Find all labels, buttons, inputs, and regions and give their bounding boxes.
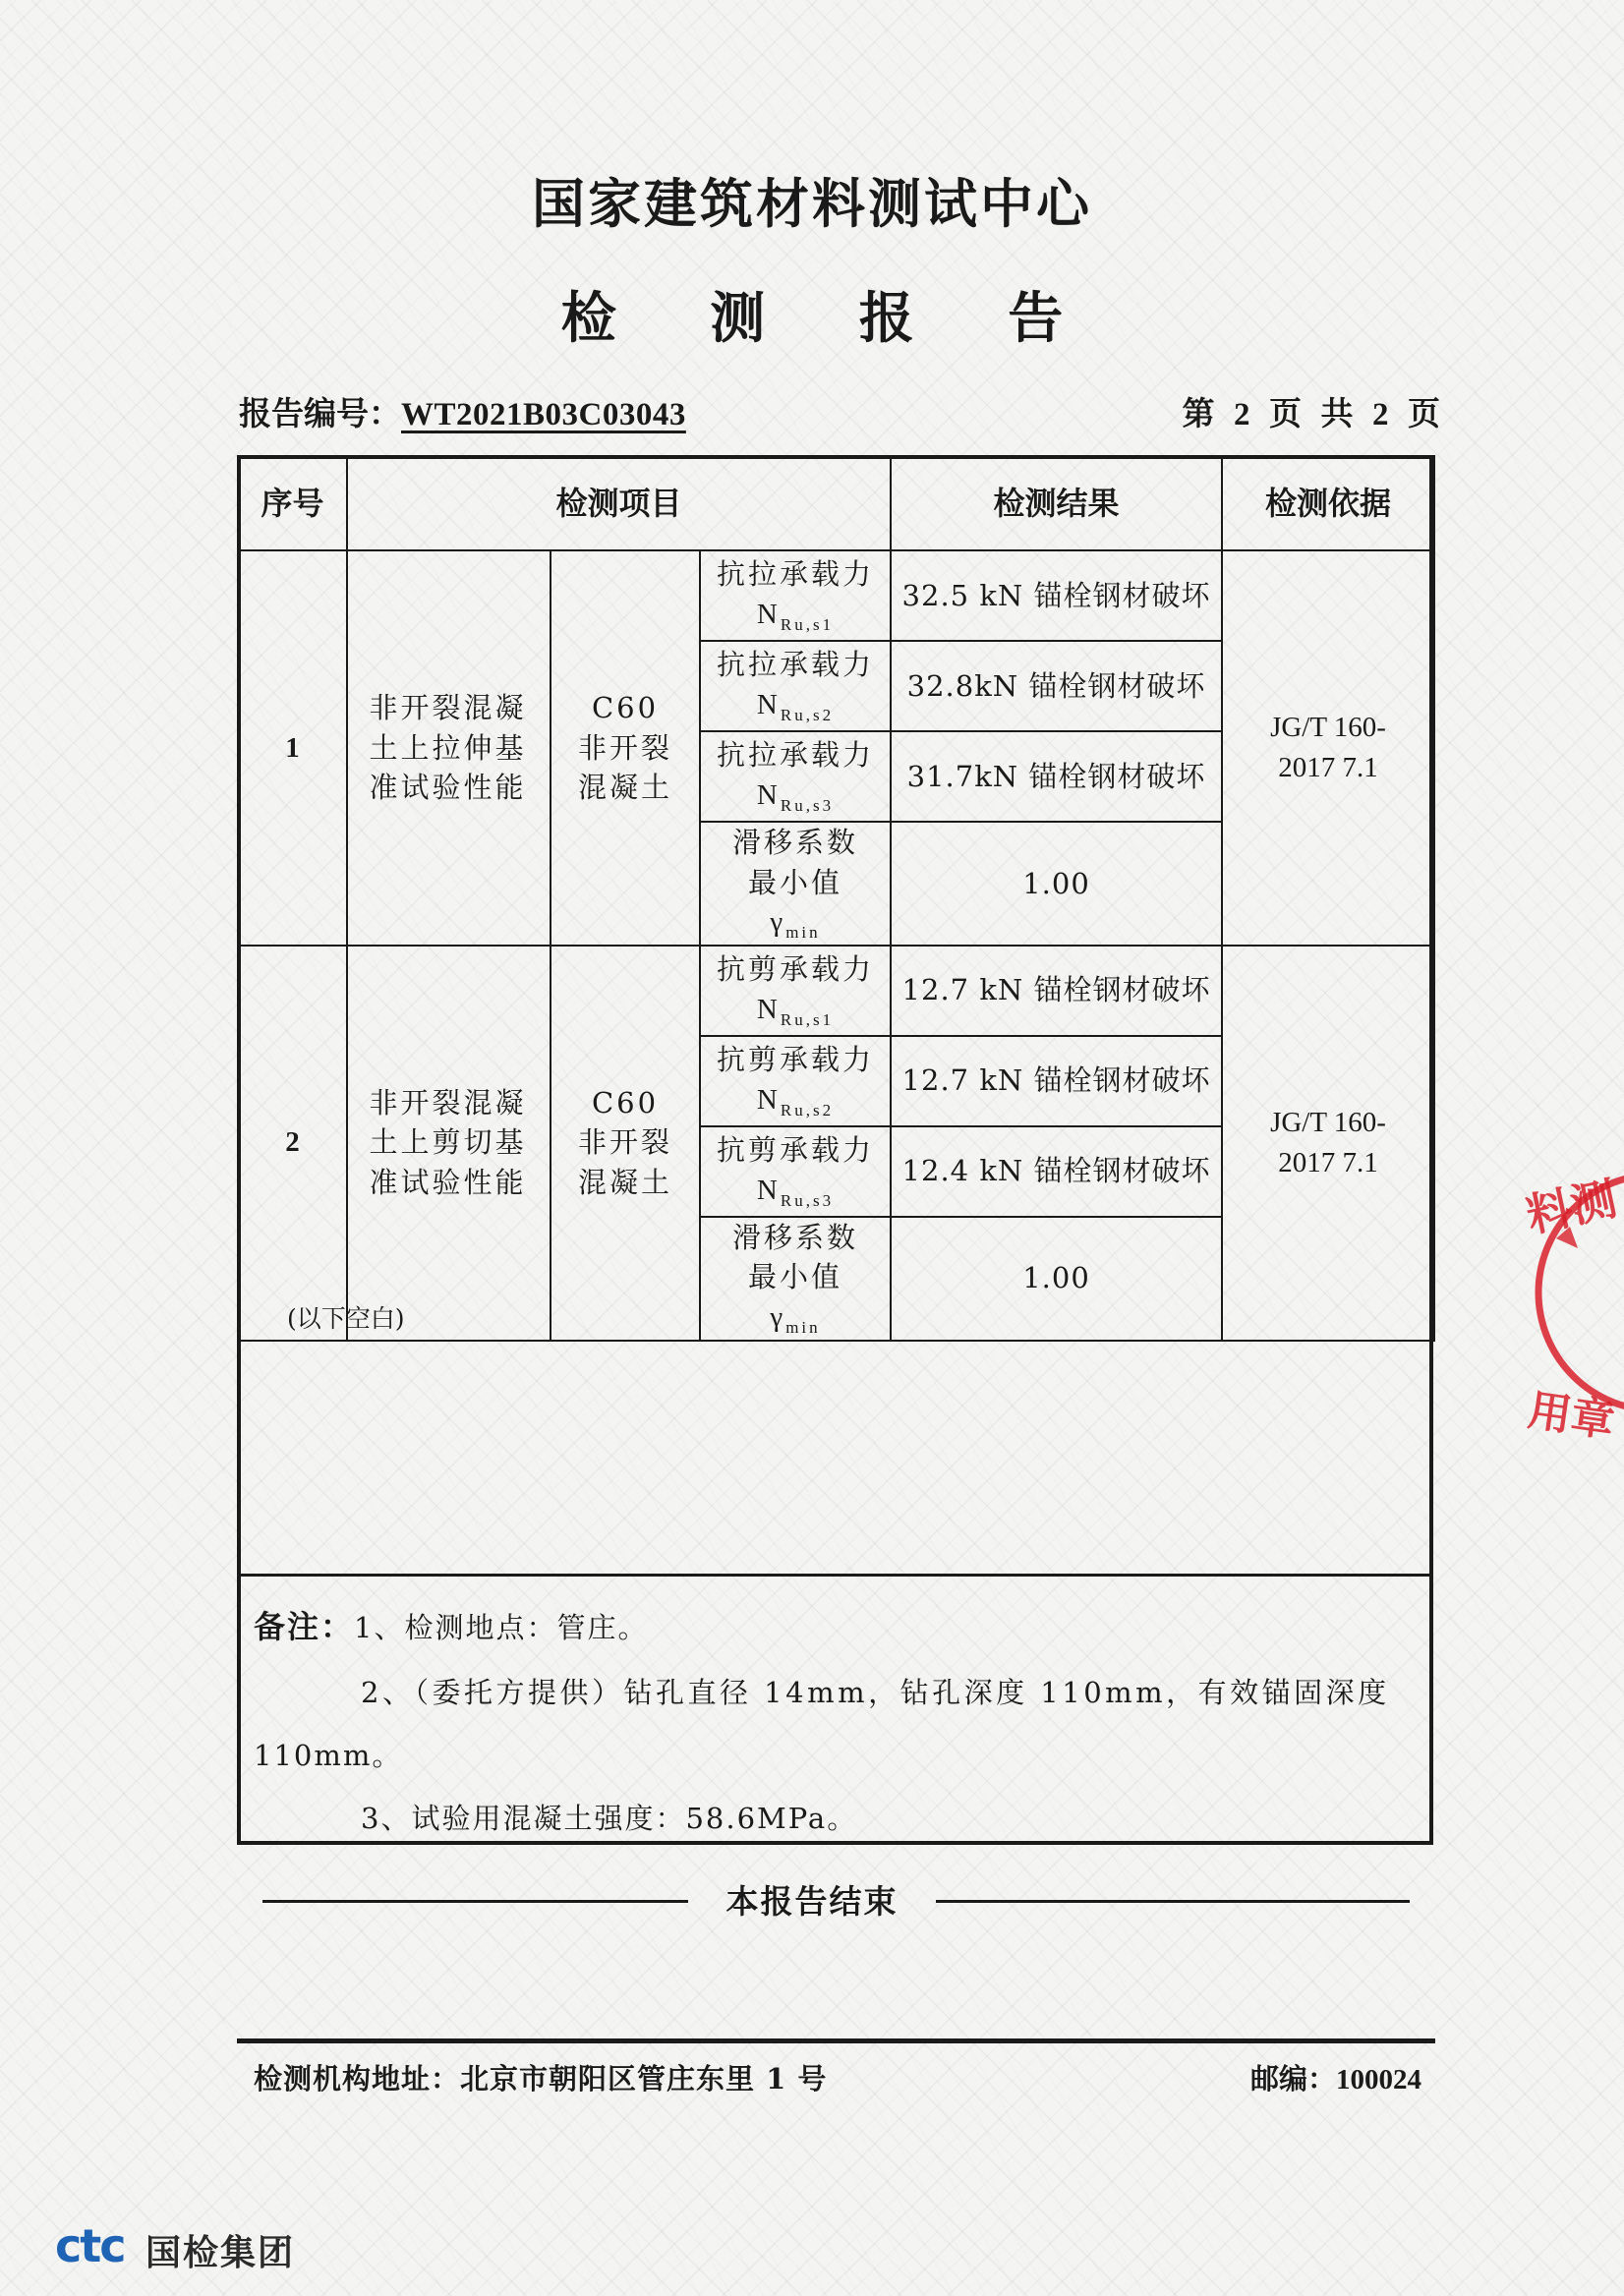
end-of-report: 本报告结束 bbox=[725, 1882, 899, 1921]
header-item: 检测项目 bbox=[347, 456, 891, 550]
blank-note: (以下空白) bbox=[287, 1304, 405, 1333]
test-result: 12.7 kN 锚栓钢材破坏 bbox=[891, 946, 1222, 1036]
table-row bbox=[238, 946, 1434, 1036]
header-result: 检测结果 bbox=[891, 456, 1222, 550]
company-logo-text: 国检集团 bbox=[145, 2233, 296, 2273]
test-result: 12.7 kN 锚栓钢材破坏 bbox=[891, 1036, 1222, 1126]
remarks-label: 备注： bbox=[254, 1608, 355, 1645]
remark-line-1: 备注：1、检测地点：管庄。 bbox=[254, 1608, 649, 1645]
test-item: 非开裂混凝土上剪切基准试验性能 bbox=[347, 946, 551, 1341]
report-number-value: WT2021B03C03043 bbox=[401, 397, 686, 432]
table-header-row bbox=[238, 456, 1434, 550]
report-number-label: 报告编号： bbox=[239, 394, 401, 432]
page-total: 2 bbox=[1372, 397, 1393, 432]
test-result: 1.00 bbox=[891, 822, 1222, 946]
end-line-left bbox=[262, 1900, 688, 1903]
page-indicator: 第 2 页 共 2 页 bbox=[1182, 394, 1444, 432]
test-parameter: 抗拉承载力 $N_{Ru,s3}$ bbox=[700, 731, 891, 822]
remark-line-2-cont: 110mm。 bbox=[254, 1739, 403, 1772]
remarks-divider bbox=[239, 1574, 1431, 1577]
ctc-logo-icon: ctc bbox=[55, 2219, 125, 2272]
remark-line-2: 2、（委托方提供）钻孔直径 14mm，钻孔深度 110mm，有效锚固深度 bbox=[361, 1676, 1390, 1709]
test-parameter: 抗剪承载力 $N_{Ru,s3}$ bbox=[700, 1126, 891, 1217]
test-basis: JG/T 160-2017 7.1 bbox=[1222, 550, 1434, 946]
seal-text-top: 料测 bbox=[1521, 1172, 1622, 1242]
header-seq: 序号 bbox=[238, 456, 347, 550]
end-line-right bbox=[936, 1900, 1410, 1903]
organization-title: 国家建筑材料测试中心 bbox=[532, 172, 1092, 235]
test-parameter: 抗拉承载力 $N_{Ru,s1}$ bbox=[700, 550, 891, 641]
results-table bbox=[237, 455, 1435, 1342]
group-seq: 1 bbox=[238, 550, 347, 946]
report-number bbox=[239, 388, 686, 434]
test-result: 12.4 kN 锚栓钢材破坏 bbox=[891, 1126, 1222, 1217]
test-result: 32.8kN 锚栓钢材破坏 bbox=[891, 641, 1222, 731]
table-row bbox=[238, 550, 1434, 641]
header-basis: 检测依据 bbox=[1222, 456, 1434, 550]
red-seal-stamp bbox=[1509, 1130, 1624, 1455]
test-result: 31.7kN 锚栓钢材破坏 bbox=[891, 731, 1222, 822]
test-basis: JG/T 160-2017 7.1 bbox=[1222, 946, 1434, 1341]
test-material: C60 非开裂混凝土 bbox=[551, 550, 700, 946]
test-parameter: 抗剪承载力 $N_{Ru,s1}$ bbox=[700, 946, 891, 1036]
test-result: 1.00 bbox=[891, 1217, 1222, 1341]
footer-address: 检测机构地址：北京市朝阳区管庄东里 1 号 bbox=[254, 2062, 828, 2095]
test-material: C60 非开裂混凝土 bbox=[551, 946, 700, 1341]
seal-text-bottom: 用章 bbox=[1525, 1385, 1618, 1448]
test-parameter: 滑移系数最小值 $\gamma_{min}$ bbox=[700, 1217, 891, 1341]
remark-line-3: 3、试验用混凝土强度：58.6MPa。 bbox=[361, 1802, 858, 1835]
group-seq: 2 bbox=[238, 946, 347, 1341]
document-title: 检 测 报 告 bbox=[560, 286, 1101, 351]
page-current: 2 bbox=[1234, 397, 1254, 432]
footer-postcode: 邮编：100024 bbox=[1249, 2062, 1421, 2095]
test-item: 非开裂混凝土上拉伸基准试验性能 bbox=[347, 550, 551, 946]
test-parameter: 抗拉承载力 $N_{Ru,s2}$ bbox=[700, 641, 891, 731]
footer-divider bbox=[237, 2038, 1435, 2043]
test-result: 32.5 kN 锚栓钢材破坏 bbox=[891, 550, 1222, 641]
test-parameter: 滑移系数最小值 $\gamma_{min}$ bbox=[700, 822, 891, 946]
test-parameter: 抗剪承载力 $N_{Ru,s2}$ bbox=[700, 1036, 891, 1126]
